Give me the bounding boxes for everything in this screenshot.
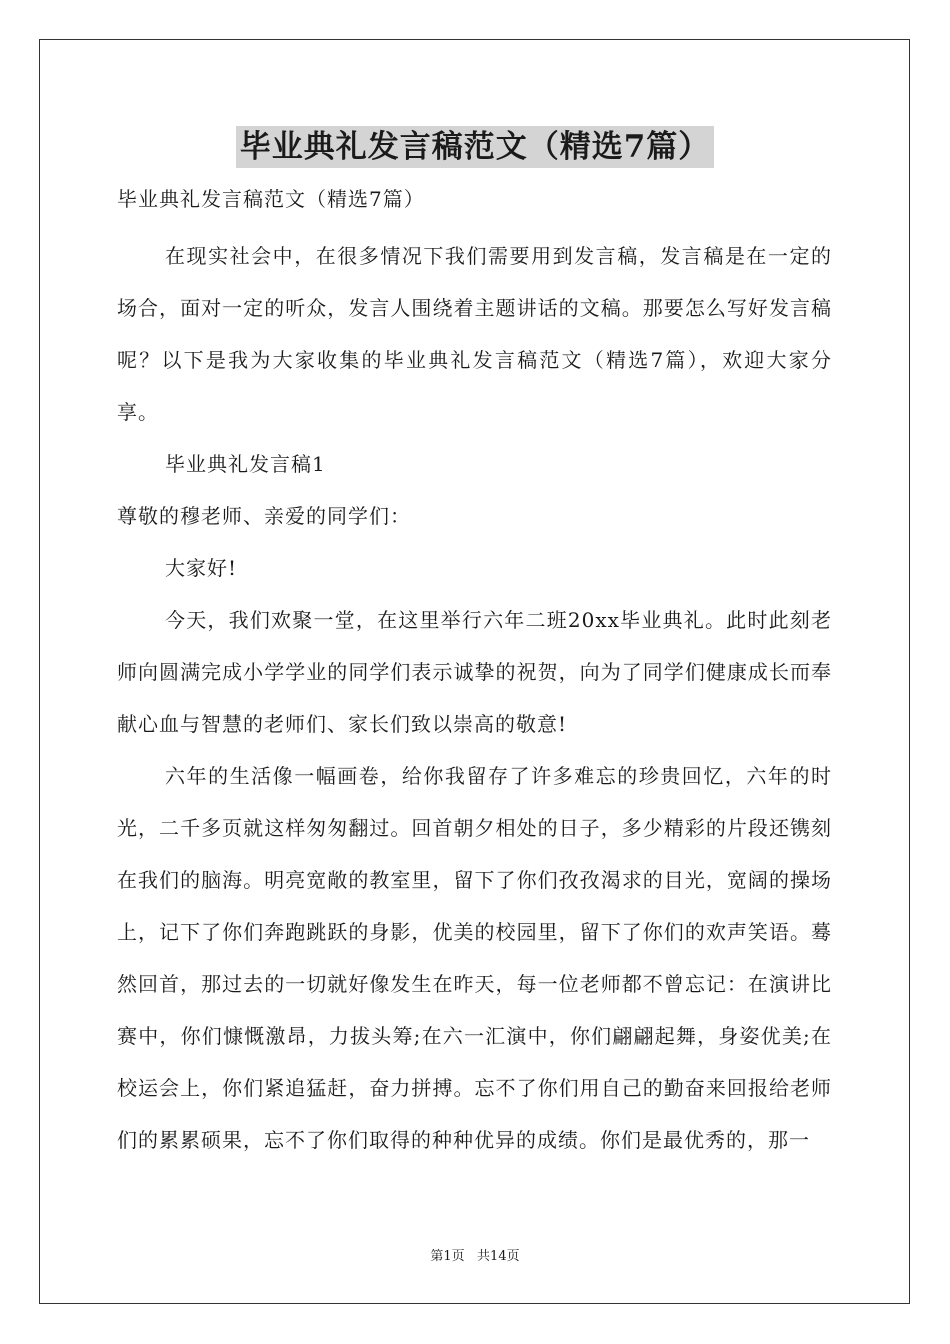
page-footer: 第1页 共14页: [430, 1249, 520, 1264]
document-subtitle: 毕业典礼发言稿范文（精选7篇）: [117, 187, 425, 211]
body-paragraph: 今天，我们欢聚一堂，在这里举行六年二班20xx毕业典礼。此时此刻老师向圆满完成小学学业的同学们表示诚挚的祝贺，向为了同学们健康成长而奉献心血与智慧的老师们、家长们致以崇高的敬意!: [117, 608, 832, 736]
intro-paragraph: 在现实社会中，在很多情况下我们需要用到发言稿，发言稿是在一定的场合，面对一定的听众，发言人围绕着主题讲话的文稿。那要怎么写好发言稿呢？以下是我为大家收集的毕业典礼发言稿范文（精选7篇），欢迎大家分享。: [117, 244, 832, 424]
title-area: [0, 126, 950, 168]
salutation: 尊敬的穆老师、亲爱的同学们：: [117, 504, 411, 528]
document-body: [117, 230, 832, 1166]
section-heading: 毕业典礼发言稿1: [165, 452, 326, 476]
body-paragraph: 六年的生活像一幅画卷，给你我留存了许多难忘的珍贵回忆，六年的时光，二千多页就这样匆匆翻过。回首朝夕相处的日子，多少精彩的片段还镌刻在我们的脑海。明亮宽敞的教室里，留下了你们孜孜渴求的目光，宽阔的操场上，记下了你们奔跑跳跃的身影，优美的校园里，留下了你们的欢声笑语。蓦然回首，那过去的一切就好像发生在昨天，每一位老师都不曾忘记：在演讲比赛中，你们慷慨激昂，力拔头筹;在六一汇演中，你们翩翩起舞，身姿优美;在校运会上，你们紧追猛赶，奋力拼搏。忘不了你们用自己的勤奋来回报给老师们的累累硕果，忘不了你们取得的种种优异的成绩。你们是最优秀的，那一: [117, 764, 832, 1152]
greeting: 大家好!: [165, 556, 238, 580]
document-title: 毕业典礼发言稿范文（精选7篇）: [236, 126, 715, 168]
